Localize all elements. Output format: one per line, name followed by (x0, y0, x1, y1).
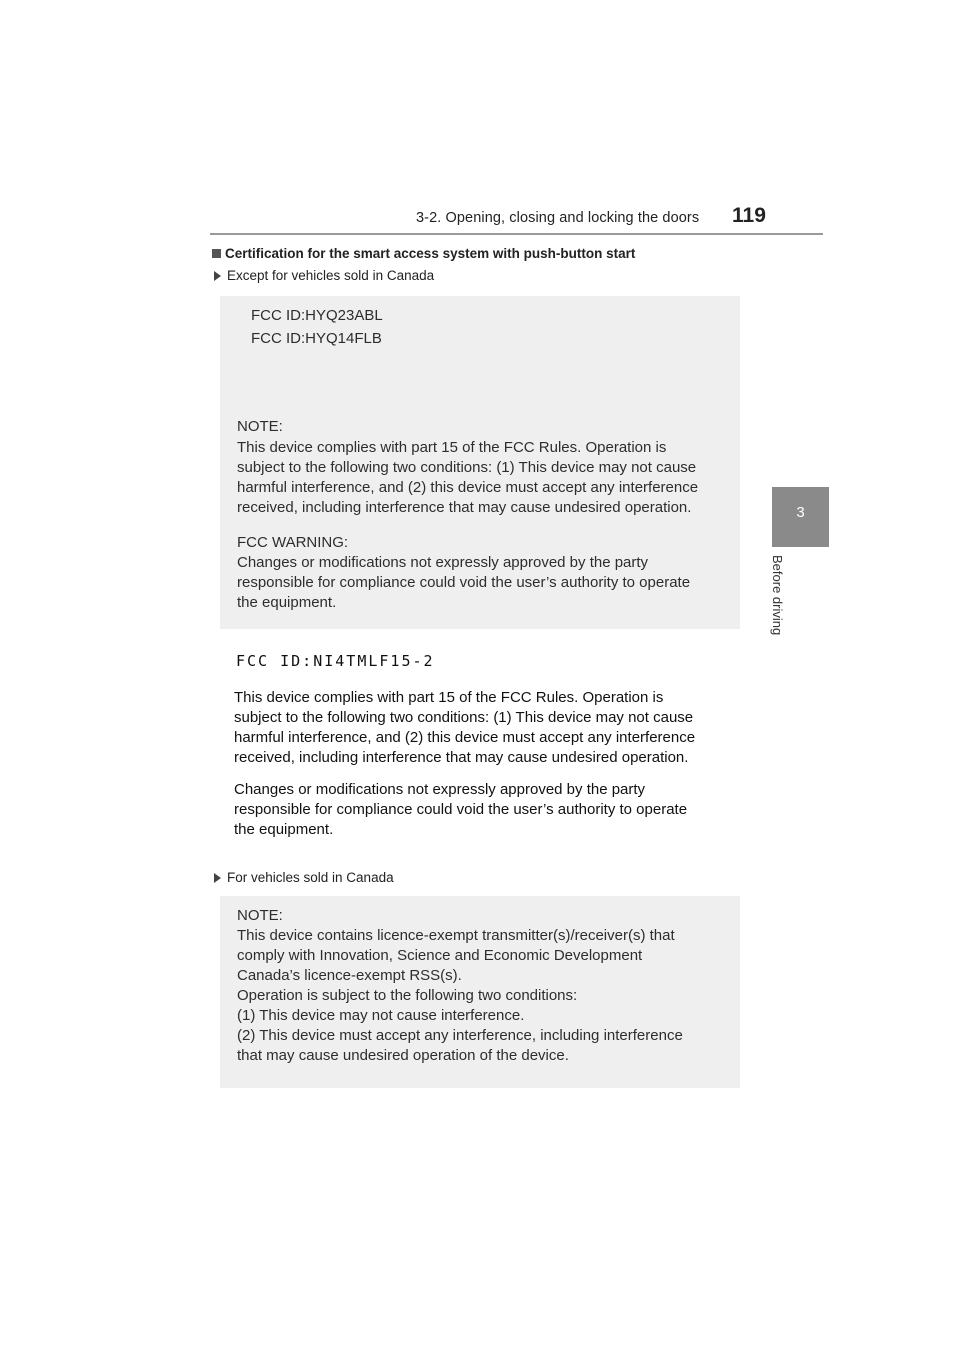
fcc-id-mono: FCC ID:NI4TMLF15-2 (236, 652, 435, 670)
note-line: This device contains licence-exempt transmitter(s)/receiver(s) that (237, 927, 675, 944)
chapter-tab (772, 487, 829, 547)
paragraph-line: received, including interference that may cause undesired operation. (234, 749, 689, 766)
note-line: comply with Innovation, Science and Economic Development (237, 947, 643, 964)
fcc-id-line: FCC ID:HYQ23ABL (251, 307, 383, 324)
chapter-label-wrap (770, 555, 790, 655)
subheading-canada-text: For vehicles sold in Canada (227, 870, 394, 885)
note-line: (1) This device may not cause interference. (237, 1007, 525, 1024)
header-divider (210, 233, 823, 235)
canada-label-image (220, 896, 740, 1088)
section-heading (212, 246, 635, 261)
warning-paragraph (234, 780, 687, 840)
triangle-bullet-icon (214, 271, 221, 281)
note-line: Canada’s licence-exempt RSS(s). (237, 967, 462, 984)
paragraph-line: harmful interference, and (2) this device must accept any interference (234, 729, 696, 746)
section-heading-text: Certification for the smart access system with push-button start (225, 246, 636, 261)
note-title: NOTE: (237, 418, 283, 435)
subheading-canada (214, 870, 394, 885)
paragraph-line: Changes or modifications not expressly approved by the party (234, 781, 646, 798)
paragraph-line: responsible for compliance could void the user’s authority to operate (234, 801, 688, 818)
note-line: subject to the following two conditions: (1) This device may not cause (237, 459, 697, 476)
square-bullet-icon (212, 249, 221, 258)
paragraph-line: the equipment. (234, 821, 334, 838)
chapter-number: 3 (796, 504, 805, 521)
compliance-paragraph (234, 688, 695, 768)
warning-line: the equipment. (237, 594, 337, 611)
subheading-except-canada-text: Except for vehicles sold in Canada (227, 268, 435, 283)
warning-line: Changes or modifications not expressly approved by the party (237, 554, 649, 571)
fcc-id-line: FCC ID:HYQ14FLB (251, 330, 382, 347)
subheading-except-canada (214, 268, 434, 283)
paragraph-line: This device complies with part 15 of the FCC Rules. Operation is (234, 689, 664, 706)
chapter-label: Before driving (770, 555, 785, 636)
note-line: that may cause undesired operation of the device. (237, 1047, 569, 1064)
note-line: harmful interference, and (2) this device must accept any interference (237, 479, 699, 496)
page-number: 119 (732, 204, 766, 227)
header-section-title: 3-2. Opening, closing and locking the doors (416, 210, 700, 226)
note-title: NOTE: (237, 907, 283, 924)
fcc-label-image-1 (220, 296, 740, 629)
paragraph-line: subject to the following two conditions: (1) This device may not cause (234, 709, 694, 726)
note-line: This device complies with part 15 of the FCC Rules. Operation is (237, 439, 667, 456)
note-line: (2) This device must accept any interference, including interference (237, 1027, 683, 1044)
note-line: Operation is subject to the following two conditions: (237, 987, 578, 1004)
warning-line: responsible for compliance could void the user’s authority to operate (237, 574, 691, 591)
note-line: received, including interference that may cause undesired operation. (237, 499, 692, 516)
warning-title: FCC WARNING: (237, 534, 349, 551)
triangle-bullet-icon (214, 873, 221, 883)
